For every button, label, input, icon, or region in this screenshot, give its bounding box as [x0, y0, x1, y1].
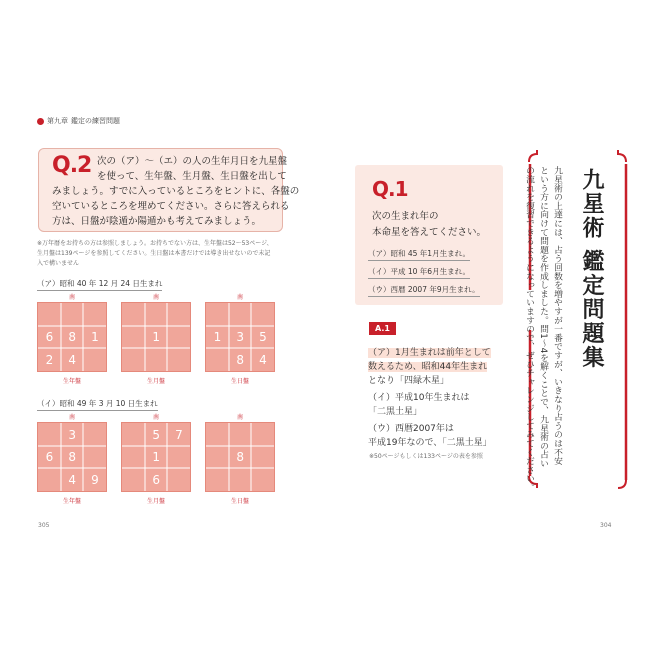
question-2-line: を使って、生年盤、生月盤、生日盤を出して: [97, 171, 287, 182]
board-cell: [122, 446, 145, 469]
board-cell: [83, 423, 106, 446]
board-cell: 6: [45, 450, 54, 465]
board-cell: [61, 303, 84, 326]
intro-line: という方に向けて問題を作成しました。問1～4を解くことで、九星術の占い: [538, 166, 548, 468]
board-cell: [229, 303, 252, 326]
board-name: 生月盤: [146, 498, 165, 505]
board-cell: 5: [152, 427, 160, 442]
page-title: 九星術 鑑定問題集: [579, 168, 604, 370]
question-2-note: 入で構いません: [37, 260, 80, 267]
section-label: 鑑定の練習問題: [71, 117, 120, 125]
board-cell: [83, 303, 106, 326]
board-cell: [206, 303, 229, 326]
board-cell: [83, 446, 106, 469]
question-2-line: 空いているところを埋めてください。さらに答えられる: [52, 201, 290, 212]
board-cell: [38, 468, 61, 491]
board-cell: 4: [68, 352, 76, 367]
board-cell: [167, 446, 190, 469]
board-cell: 2: [45, 352, 54, 367]
board-cell: [167, 303, 190, 326]
intro-line: の流れを復習できるようになっていますので、ぜひチャレンジしてみてください。: [524, 166, 534, 492]
answer-line: 「二黒土星」: [368, 407, 423, 417]
chapter-header: [37, 116, 120, 126]
chapter-dot-icon: [37, 118, 44, 125]
nine-star-board: [37, 422, 107, 492]
page-number-left: 305: [38, 522, 50, 529]
board-cell: 7: [175, 427, 183, 442]
board-cell: 3: [236, 330, 244, 345]
board-cell: [206, 446, 229, 469]
board-cell: [167, 348, 190, 371]
board-cell: 4: [259, 352, 267, 367]
board-cell: [206, 348, 229, 371]
board-cell: [167, 468, 190, 491]
question-1-line: 本命星を答えてください。: [372, 227, 487, 238]
question-2-note: 生月盤は139ページを参照してください。生日盤は本書だけでは導き出せないので未記: [37, 250, 271, 257]
nine-star-board: [121, 422, 191, 492]
board-name: 生月盤: [146, 378, 165, 385]
south-label: 南: [152, 294, 159, 301]
answer-line: 平成19年なので、「二黒土星」: [368, 438, 492, 448]
board-cell: 5: [259, 330, 267, 345]
board-cell: 8: [236, 352, 244, 367]
case-label: （イ）昭和 49 年 3 月 10 日生まれ: [37, 398, 158, 411]
board-name: 生年盤: [62, 498, 81, 505]
board-cell: [145, 348, 168, 371]
question-2-note: ※万年暦をお持ちの方は参照しましょう。お持ちでない方は、生年盤は52～53ページ、: [37, 240, 273, 247]
board-cell: [167, 326, 190, 349]
question-2-number: Q.2: [52, 153, 92, 178]
chapter-label: 第九章: [47, 117, 68, 125]
question-2-line: 方は、日盤が陰遁か陽遁かも考えてみましょう。: [52, 216, 262, 227]
board-cell: [251, 468, 274, 491]
board-name: 生日盤: [230, 378, 249, 385]
question-1-number: Q.1: [372, 177, 408, 201]
board-cell: [251, 423, 274, 446]
board-cell: 1: [152, 450, 160, 465]
south-label: 南: [68, 414, 75, 421]
board-cell: [145, 303, 168, 326]
board-cell: [251, 446, 274, 469]
board-cell: 3: [68, 427, 76, 442]
board-cell: [122, 303, 145, 326]
board-name: 生年盤: [62, 378, 81, 385]
south-label: 南: [236, 294, 243, 301]
board-name: 生日盤: [230, 498, 249, 505]
board-cell: [206, 423, 229, 446]
board-cell: 1: [213, 330, 222, 345]
nine-star-board: [205, 302, 275, 372]
case-label: （ア）昭和 40 年 12 月 24 日生まれ: [37, 278, 162, 291]
board-cell: [122, 326, 145, 349]
board-cell: [122, 423, 145, 446]
board-cell: 6: [152, 472, 160, 487]
answer-line: [368, 345, 491, 358]
board-cell: 1: [152, 330, 160, 345]
south-label: 南: [152, 414, 159, 421]
answer-highlight: （ア）1月生まれは前年として: [368, 348, 491, 358]
board-cell: [122, 468, 145, 491]
south-label: 南: [68, 294, 75, 301]
intro-line: 九星術の上達には、占う回数を増やすが一番ですが、いきなり占うのは不安: [552, 166, 562, 466]
board-cell: 8: [68, 330, 76, 345]
question-1-line: 次の生まれ年の: [372, 211, 439, 222]
board-cell: [206, 468, 229, 491]
question-1-option: （ア）昭和 45 年1月生まれ。: [368, 248, 470, 261]
board-cell: 6: [45, 330, 54, 345]
board-cell: 9: [91, 472, 99, 487]
nine-star-board: [121, 302, 191, 372]
board-cell: [38, 423, 61, 446]
answer-1-badge: A.1: [369, 322, 396, 335]
board-cell: 8: [236, 450, 244, 465]
board-cell: 1: [91, 330, 99, 345]
question-2-line: 次の（ア）～（エ）の人の生年月日を九星盤: [97, 156, 288, 167]
answer-line: [368, 359, 487, 372]
board-cell: 8: [68, 450, 76, 465]
board-cell: [251, 303, 274, 326]
nine-star-board: [205, 422, 275, 492]
answer-highlight: 数えるため、昭和44年生まれ: [368, 362, 488, 372]
page-number-right: 304: [600, 522, 612, 529]
board-cell: 4: [68, 472, 76, 487]
answer-note: ※50ページもしくは133ページの表を参照: [369, 453, 483, 460]
board-cell: [122, 348, 145, 371]
answer-line: （イ）平成10年生まれは: [368, 393, 470, 403]
question-2-line: みましょう。すでに入っているところをヒントに、各盤の: [52, 186, 300, 197]
board-cell: [38, 303, 61, 326]
board-cell: [229, 423, 252, 446]
answer-line: となり「四緑木星」: [368, 376, 450, 386]
board-cell: [229, 468, 252, 491]
south-label: 南: [236, 414, 243, 421]
board-cell: [83, 348, 106, 371]
question-1-option: （ウ）西暦 2007 年9月生まれ。: [368, 284, 480, 297]
nine-star-board: [37, 302, 107, 372]
question-1-option: （イ）平成 10 年6月生まれ。: [368, 266, 470, 279]
answer-line: （ウ）西暦2007年は: [368, 424, 454, 434]
